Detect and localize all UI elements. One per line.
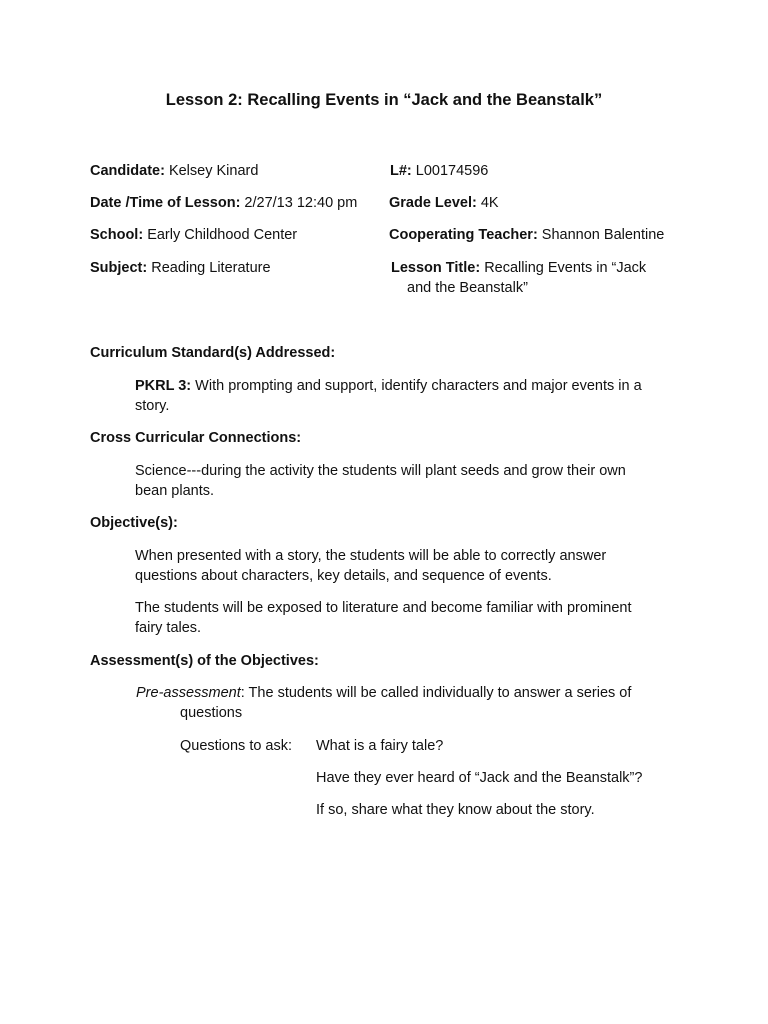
school-label: School: — [90, 227, 144, 243]
question-item: If so, share what they know about the story. — [316, 802, 595, 818]
grade-value: 4K — [476, 195, 499, 211]
teacher-value: Shannon Balentine — [537, 227, 665, 243]
candidate-value: Kelsey Kinard — [164, 163, 259, 179]
pre-assessment-text-line2: questions — [180, 705, 243, 721]
lesson-title-value-line2: and the Beanstalk” — [407, 280, 528, 296]
pre-assessment-text-line1: : The students will be called individually to answer a series of — [240, 685, 632, 701]
objective-2-line2: fairy tales. — [135, 620, 202, 636]
objective-2-line1: The students will be exposed to literature and become familiar with prominent — [135, 600, 632, 616]
lnumber-value: L00174596 — [411, 163, 489, 179]
objectives-heading: Objective(s): — [90, 515, 178, 531]
candidate-field — [90, 161, 258, 181]
lesson-title-field — [391, 258, 646, 278]
standard-text-line1: With prompting and support, identify characters and major events in a — [191, 378, 642, 394]
standard-text-line2: story. — [135, 398, 170, 414]
page-title: Lesson 2: Recalling Events in “Jack and the Beanstalk” — [165, 91, 603, 109]
subject-label: Subject: — [90, 260, 148, 276]
objective-1-line1: When presented with a story, the students will be able to correctly answer — [135, 548, 607, 564]
curriculum-standard-line1 — [135, 376, 642, 396]
teacher-field — [389, 225, 664, 245]
lesson-title-value-line1: Recalling Events in “Jack — [480, 260, 647, 276]
candidate-label: Candidate: — [90, 163, 165, 179]
date-field — [90, 193, 357, 213]
curriculum-heading: Curriculum Standard(s) Addressed: — [90, 345, 336, 361]
grade-label: Grade Level: — [389, 195, 477, 211]
subject-value: Reading Literature — [147, 260, 271, 276]
grade-field — [389, 193, 499, 213]
questions-label: Questions to ask: — [180, 738, 293, 754]
lnumber-label: L#: — [390, 163, 412, 179]
cross-curricular-line2: bean plants. — [135, 483, 215, 499]
pre-assessment-line1 — [136, 683, 631, 703]
date-label: Date /Time of Lesson: — [90, 195, 241, 211]
assessment-heading: Assessment(s) of the Objectives: — [90, 653, 319, 669]
question-item: Have they ever heard of “Jack and the Beanstalk”? — [316, 770, 643, 786]
school-field — [90, 225, 297, 245]
lnumber-field — [390, 161, 488, 181]
lesson-title-label: Lesson Title: — [391, 260, 481, 276]
standard-code: PKRL 3: — [135, 378, 192, 394]
date-value: 2/27/13 12:40 pm — [240, 195, 358, 211]
cross-curricular-heading: Cross Curricular Connections: — [90, 430, 302, 446]
school-value: Early Childhood Center — [143, 227, 298, 243]
question-item: What is a fairy tale? — [316, 738, 444, 754]
teacher-label: Cooperating Teacher: — [389, 227, 538, 243]
pre-assessment-label: Pre-assessment — [136, 685, 241, 701]
cross-curricular-line1: Science---during the activity the students will plant seeds and grow their own — [135, 463, 626, 479]
objective-1-line2: questions about characters, key details, and sequence of events. — [135, 568, 552, 584]
subject-field — [90, 258, 271, 278]
